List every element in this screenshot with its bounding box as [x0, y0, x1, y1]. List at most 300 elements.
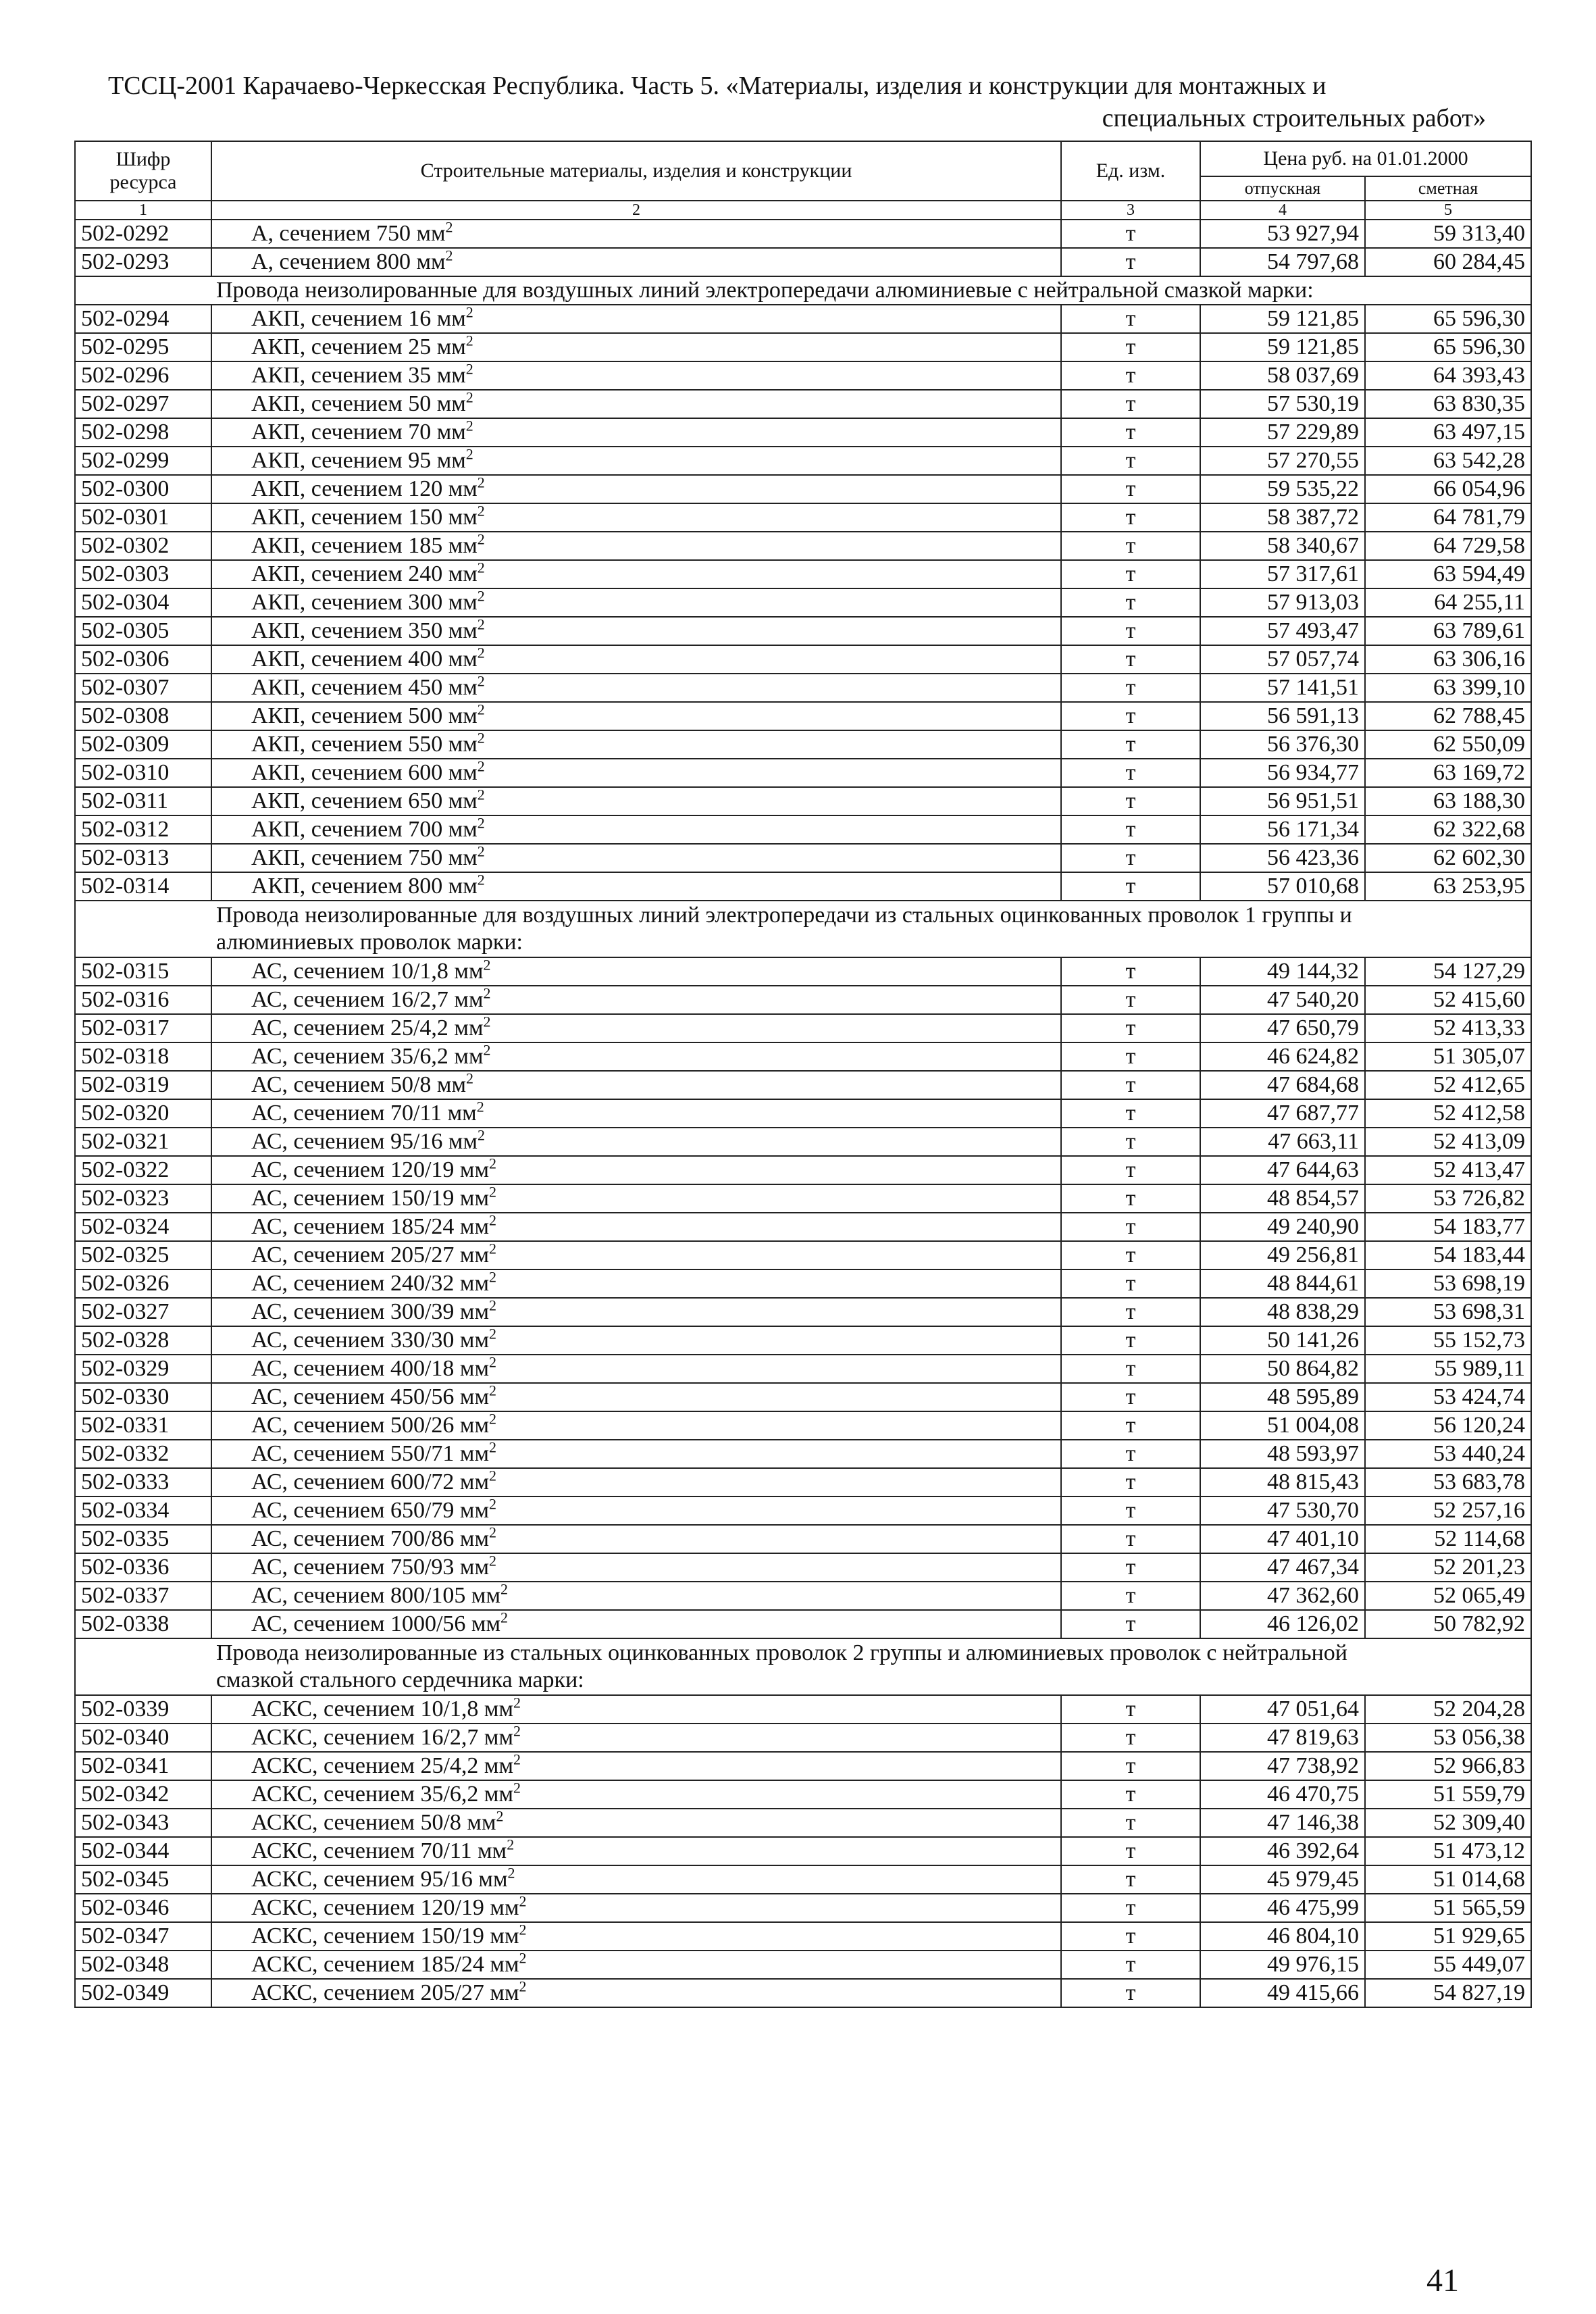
material-name: АС, сечением 70/11 $мм^2$: [211, 1099, 1061, 1128]
table-row: [75, 1014, 1531, 1042]
superscript-2: 2: [445, 248, 453, 264]
material-name: АКП, сечением 240 $мм^2$: [211, 560, 1061, 588]
estimate-price: 51 473,12: [1365, 1837, 1531, 1865]
unit: т: [1061, 1383, 1200, 1411]
unit: т: [1061, 957, 1200, 986]
resource-code: 502-0324: [75, 1213, 211, 1241]
section-heading-line-1: Провода неизолированные для воздушных линий электропередачи из стальных оцинкованных проволок 1 группы и: [216, 903, 1352, 928]
estimate-price: 63 399,10: [1365, 674, 1531, 702]
resource-code: 502-0309: [75, 730, 211, 759]
superscript-2: 2: [513, 1695, 521, 1711]
release-price: 47 819,63: [1200, 1724, 1365, 1752]
unit: т: [1061, 702, 1200, 730]
table-row: [75, 1411, 1531, 1440]
release-price: 57 913,03: [1200, 588, 1365, 617]
superscript-2: 2: [483, 1042, 491, 1059]
superscript-2: 2: [477, 503, 485, 520]
release-price: 56 376,30: [1200, 730, 1365, 759]
material-name: АС, сечением 300/39 $мм^2$: [211, 1298, 1061, 1326]
resource-code: 502-0329: [75, 1355, 211, 1383]
release-price: 59 535,22: [1200, 475, 1365, 503]
table-row: [75, 1525, 1531, 1553]
section-heading-row: [75, 901, 1531, 957]
resource-code: 502-0296: [75, 361, 211, 390]
release-price: 49 240,90: [1200, 1213, 1365, 1241]
release-price: 53 927,94: [1200, 220, 1365, 248]
superscript-2: 2: [513, 1724, 521, 1740]
unit: т: [1061, 1355, 1200, 1383]
section-heading: [75, 901, 1531, 957]
release-price: 56 423,36: [1200, 844, 1365, 872]
section-heading-line-2: смазкой стального сердечника марки:: [216, 1667, 584, 1692]
resource-code: 502-0306: [75, 645, 211, 674]
material-name: АКП, сечением 120 $мм^2$: [211, 475, 1061, 503]
resource-code: 502-0326: [75, 1269, 211, 1298]
estimate-price: 53 726,82: [1365, 1184, 1531, 1213]
table-row: [75, 844, 1531, 872]
resource-code: 502-0322: [75, 1156, 211, 1184]
material-name: АС, сечением 150/19 $мм^2$: [211, 1184, 1061, 1213]
resource-code: 502-0313: [75, 844, 211, 872]
unit: т: [1061, 674, 1200, 702]
unit: т: [1061, 617, 1200, 645]
release-price: 47 467,34: [1200, 1553, 1365, 1582]
release-price: 56 591,13: [1200, 702, 1365, 730]
estimate-price: 55 449,07: [1365, 1951, 1531, 1979]
table-row: [75, 1979, 1531, 2007]
superscript-2: 2: [488, 1440, 496, 1456]
material-name: А, сечением 800 $мм^2$: [211, 248, 1061, 276]
table-row: [75, 1355, 1531, 1383]
resource-code: 502-0327: [75, 1298, 211, 1326]
material-name: АС, сечением 700/86 $мм^2$: [211, 1525, 1061, 1553]
resource-code: 502-0318: [75, 1042, 211, 1071]
superscript-2: 2: [445, 220, 453, 236]
section-heading: Провода неизолированные для воздушных линий электропередачи алюминиевые с нейтральной смазкой марки:: [75, 276, 1531, 305]
resource-code: 502-0337: [75, 1582, 211, 1610]
release-price: 49 415,66: [1200, 1979, 1365, 2007]
estimate-price: 63 830,35: [1365, 390, 1531, 418]
estimate-price: 52 114,68: [1365, 1525, 1531, 1553]
superscript-2: 2: [488, 1383, 496, 1399]
superscript-2: 2: [519, 1922, 527, 1938]
resource-code: 502-0299: [75, 447, 211, 475]
resource-code: 502-0294: [75, 305, 211, 333]
resource-code: 502-0323: [75, 1184, 211, 1213]
superscript-2: 2: [465, 361, 473, 378]
table-row: [75, 1922, 1531, 1951]
superscript-2: 2: [507, 1865, 515, 1882]
table-row: [75, 1468, 1531, 1496]
unit: т: [1061, 305, 1200, 333]
table-row: [75, 702, 1531, 730]
superscript-2: 2: [477, 702, 485, 718]
price-table: [74, 141, 1532, 2008]
estimate-price: 51 014,68: [1365, 1865, 1531, 1894]
material-name: АС, сечением 25/4,2 $мм^2$: [211, 1014, 1061, 1042]
section-heading: [75, 1638, 1531, 1695]
table-row: [75, 1695, 1531, 1724]
resource-code: 502-0298: [75, 418, 211, 447]
table-row: [75, 759, 1531, 787]
unit: т: [1061, 1780, 1200, 1809]
material-name: АС, сечением 10/1,8 $мм^2$: [211, 957, 1061, 986]
material-name: АС, сечением 400/18 $мм^2$: [211, 1355, 1061, 1383]
resource-code: 502-0295: [75, 333, 211, 361]
superscript-2: 2: [477, 844, 485, 860]
table-row: [75, 532, 1531, 560]
superscript-2: 2: [477, 674, 485, 690]
release-price: 46 392,64: [1200, 1837, 1365, 1865]
table-row: [75, 1071, 1531, 1099]
material-name: АСКС, сечением 10/1,8 $мм^2$: [211, 1695, 1061, 1724]
resource-code: 502-0293: [75, 248, 211, 276]
unit: т: [1061, 872, 1200, 901]
material-name: АСКС, сечением 35/6,2 $мм^2$: [211, 1780, 1061, 1809]
material-name: АКП, сечением 700 $мм^2$: [211, 815, 1061, 844]
header-price: Цена руб. на 01.01.2000: [1200, 141, 1531, 176]
estimate-price: 53 698,31: [1365, 1298, 1531, 1326]
release-price: 57 010,68: [1200, 872, 1365, 901]
unit: т: [1061, 1496, 1200, 1525]
material-name: АСКС, сечением 25/4,2 $мм^2$: [211, 1752, 1061, 1780]
unit: т: [1061, 815, 1200, 844]
unit: т: [1061, 1922, 1200, 1951]
material-name: АСКС, сечением 205/27 $мм^2$: [211, 1979, 1061, 2007]
resource-code: 502-0331: [75, 1411, 211, 1440]
estimate-price: 63 169,72: [1365, 759, 1531, 787]
unit: т: [1061, 1269, 1200, 1298]
material-name: АС, сечением 550/71 $мм^2$: [211, 1440, 1061, 1468]
unit: т: [1061, 588, 1200, 617]
estimate-price: 53 424,74: [1365, 1383, 1531, 1411]
release-price: 47 644,63: [1200, 1156, 1365, 1184]
release-price: 48 595,89: [1200, 1383, 1365, 1411]
table-row: [75, 1724, 1531, 1752]
resource-code: 502-0302: [75, 532, 211, 560]
material-name: АКП, сечением 50 $мм^2$: [211, 390, 1061, 418]
resource-code: 502-0305: [75, 617, 211, 645]
material-name: АКП, сечением 800 $мм^2$: [211, 872, 1061, 901]
superscript-2: 2: [477, 872, 485, 888]
resource-code: 502-0343: [75, 1809, 211, 1837]
estimate-price: 64 255,11: [1365, 588, 1531, 617]
material-name: АС, сечением 185/24 $мм^2$: [211, 1213, 1061, 1241]
release-price: 57 229,89: [1200, 418, 1365, 447]
release-price: 47 540,20: [1200, 986, 1365, 1014]
resource-code: 502-0336: [75, 1553, 211, 1582]
resource-code: 502-0334: [75, 1496, 211, 1525]
superscript-2: 2: [477, 645, 485, 661]
release-price: 58 037,69: [1200, 361, 1365, 390]
material-name: АС, сечением 450/56 $мм^2$: [211, 1383, 1061, 1411]
table-row: [75, 986, 1531, 1014]
unit: т: [1061, 844, 1200, 872]
column-number-4: 4: [1200, 201, 1365, 220]
material-name: АКП, сечением 35 $мм^2$: [211, 361, 1061, 390]
release-price: 49 976,15: [1200, 1951, 1365, 1979]
unit: т: [1061, 532, 1200, 560]
material-name: АС, сечением 500/26 $мм^2$: [211, 1411, 1061, 1440]
unit: т: [1061, 986, 1200, 1014]
resource-code: 502-0314: [75, 872, 211, 901]
material-name: АСКС, сечением 120/19 $мм^2$: [211, 1894, 1061, 1922]
unit: т: [1061, 1951, 1200, 1979]
release-price: 45 979,45: [1200, 1865, 1365, 1894]
superscript-2: 2: [465, 1071, 473, 1087]
table-row: [75, 1241, 1531, 1269]
material-name: АС, сечением 800/105 $мм^2$: [211, 1582, 1061, 1610]
estimate-price: 64 393,43: [1365, 361, 1531, 390]
superscript-2: 2: [465, 305, 473, 321]
release-price: 56 951,51: [1200, 787, 1365, 815]
superscript-2: 2: [500, 1582, 508, 1598]
resource-code: 502-0330: [75, 1383, 211, 1411]
release-price: 47 663,11: [1200, 1128, 1365, 1156]
estimate-price: 62 322,68: [1365, 815, 1531, 844]
table-row: [75, 220, 1531, 248]
superscript-2: 2: [519, 1894, 527, 1910]
unit: т: [1061, 787, 1200, 815]
unit: т: [1061, 1298, 1200, 1326]
superscript-2: 2: [488, 1298, 496, 1314]
estimate-price: 65 596,30: [1365, 305, 1531, 333]
table-row: [75, 1269, 1531, 1298]
unit: т: [1061, 1809, 1200, 1837]
release-price: 48 844,61: [1200, 1269, 1365, 1298]
unit: т: [1061, 447, 1200, 475]
table-row: [75, 333, 1531, 361]
resource-code: 502-0333: [75, 1468, 211, 1496]
estimate-price: 53 440,24: [1365, 1440, 1531, 1468]
column-number-5: 5: [1365, 201, 1531, 220]
superscript-2: 2: [519, 1979, 527, 1995]
estimate-price: 55 152,73: [1365, 1326, 1531, 1355]
superscript-2: 2: [477, 787, 485, 803]
price-table-body: [75, 220, 1531, 2007]
resource-code: 502-0297: [75, 390, 211, 418]
release-price: 48 854,57: [1200, 1184, 1365, 1213]
estimate-price: 54 827,19: [1365, 1979, 1531, 2007]
document-title-line-1: ТССЦ-2001 Карачаево-Черкесская Республика. Часть 5. «Материалы, изделия и конструкции для монтажных и: [108, 72, 1327, 100]
superscript-2: 2: [488, 1269, 496, 1286]
superscript-2: 2: [488, 1326, 496, 1342]
unit: т: [1061, 1241, 1200, 1269]
unit: т: [1061, 1553, 1200, 1582]
material-name: АКП, сечением 300 $мм^2$: [211, 588, 1061, 617]
superscript-2: 2: [513, 1752, 521, 1768]
table-row: [75, 1780, 1531, 1809]
table-row: [75, 1809, 1531, 1837]
resource-code: 502-0325: [75, 1241, 211, 1269]
material-name: АСКС, сечением 150/19 $мм^2$: [211, 1922, 1061, 1951]
material-name: АСКС, сечением 70/11 $мм^2$: [211, 1837, 1061, 1865]
table-row: [75, 730, 1531, 759]
page-number: 41: [1426, 2263, 1459, 2298]
table-row: [75, 1383, 1531, 1411]
table-row: [75, 1865, 1531, 1894]
material-name: АСКС, сечением 95/16 $мм^2$: [211, 1865, 1061, 1894]
unit: т: [1061, 503, 1200, 532]
superscript-2: 2: [483, 986, 491, 1002]
unit: т: [1061, 220, 1200, 248]
superscript-2: 2: [477, 560, 485, 576]
section-heading-line-2: алюминиевых проволок марки:: [216, 930, 523, 955]
table-row: [75, 1128, 1531, 1156]
table-row: [75, 475, 1531, 503]
estimate-price: 60 284,45: [1365, 248, 1531, 276]
section-heading-row: [75, 276, 1531, 305]
unit: т: [1061, 1894, 1200, 1922]
resource-code: 502-0292: [75, 220, 211, 248]
table-row: [75, 447, 1531, 475]
estimate-price: 50 782,92: [1365, 1610, 1531, 1638]
estimate-price: 53 056,38: [1365, 1724, 1531, 1752]
header-estimate-price: сметная: [1365, 176, 1531, 201]
table-row: [75, 674, 1531, 702]
unit: т: [1061, 1326, 1200, 1355]
table-row: [75, 390, 1531, 418]
material-name: АКП, сечением 650 $мм^2$: [211, 787, 1061, 815]
material-name: АСКС, сечением 16/2,7 $мм^2$: [211, 1724, 1061, 1752]
estimate-price: 62 602,30: [1365, 844, 1531, 872]
column-number-2: 2: [211, 201, 1061, 220]
estimate-price: 62 550,09: [1365, 730, 1531, 759]
material-name: АС, сечением 50/8 $мм^2$: [211, 1071, 1061, 1099]
unit: т: [1061, 1724, 1200, 1752]
release-price: 47 738,92: [1200, 1752, 1365, 1780]
release-price: 54 797,68: [1200, 248, 1365, 276]
superscript-2: 2: [483, 957, 491, 974]
material-name: АКП, сечением 400 $мм^2$: [211, 645, 1061, 674]
resource-code: 502-0340: [75, 1724, 211, 1752]
superscript-2: 2: [488, 1496, 496, 1513]
resource-code: 502-0317: [75, 1014, 211, 1042]
material-name: АКП, сечением 185 $мм^2$: [211, 532, 1061, 560]
superscript-2: 2: [477, 588, 485, 605]
resource-code: 502-0339: [75, 1695, 211, 1724]
release-price: 47 650,79: [1200, 1014, 1365, 1042]
superscript-2: 2: [477, 1128, 485, 1144]
release-price: 46 804,10: [1200, 1922, 1365, 1951]
resource-code: 502-0341: [75, 1752, 211, 1780]
superscript-2: 2: [465, 333, 473, 349]
release-price: 57 493,47: [1200, 617, 1365, 645]
column-number-1: 1: [75, 201, 211, 220]
table-row: [75, 1213, 1531, 1241]
release-price: 57 270,55: [1200, 447, 1365, 475]
resource-code: 502-0345: [75, 1865, 211, 1894]
unit: т: [1061, 475, 1200, 503]
table-row: [75, 305, 1531, 333]
release-price: 47 362,60: [1200, 1582, 1365, 1610]
resource-code: 502-0335: [75, 1525, 211, 1553]
table-row: [75, 560, 1531, 588]
superscript-2: 2: [513, 1780, 521, 1796]
table-row: [75, 617, 1531, 645]
estimate-price: 52 966,83: [1365, 1752, 1531, 1780]
estimate-price: 66 054,96: [1365, 475, 1531, 503]
material-name: АКП, сечением 150 $мм^2$: [211, 503, 1061, 532]
estimate-price: 53 698,19: [1365, 1269, 1531, 1298]
release-price: 59 121,85: [1200, 333, 1365, 361]
superscript-2: 2: [488, 1184, 496, 1201]
release-price: 48 838,29: [1200, 1298, 1365, 1326]
superscript-2: 2: [507, 1837, 515, 1853]
table-row: [75, 588, 1531, 617]
material-name: АС, сечением 120/19 $мм^2$: [211, 1156, 1061, 1184]
estimate-price: 51 929,65: [1365, 1922, 1531, 1951]
superscript-2: 2: [519, 1951, 527, 1967]
table-row: [75, 1894, 1531, 1922]
estimate-price: 55 989,11: [1365, 1355, 1531, 1383]
document-title-line-2: специальных строительных работ»: [1102, 104, 1486, 132]
material-name: АСКС, сечением 50/8 $мм^2$: [211, 1809, 1061, 1837]
estimate-price: 52 413,33: [1365, 1014, 1531, 1042]
resource-code: 502-0304: [75, 588, 211, 617]
release-price: 57 141,51: [1200, 674, 1365, 702]
release-price: 47 684,68: [1200, 1071, 1365, 1099]
material-name: АКП, сечением 25 $мм^2$: [211, 333, 1061, 361]
unit: т: [1061, 1752, 1200, 1780]
resource-code: 502-0307: [75, 674, 211, 702]
release-price: 46 470,75: [1200, 1780, 1365, 1809]
table-row: [75, 1951, 1531, 1979]
table-row: [75, 418, 1531, 447]
unit: т: [1061, 1468, 1200, 1496]
resource-code: 502-0321: [75, 1128, 211, 1156]
resource-code: 502-0347: [75, 1922, 211, 1951]
resource-code: 502-0308: [75, 702, 211, 730]
estimate-price: 51 565,59: [1365, 1894, 1531, 1922]
unit: т: [1061, 248, 1200, 276]
header-name: Строительные материалы, изделия и конструкции: [211, 141, 1061, 201]
estimate-price: 63 542,28: [1365, 447, 1531, 475]
unit: т: [1061, 1440, 1200, 1468]
table-row: [75, 1582, 1531, 1610]
estimate-price: 51 559,79: [1365, 1780, 1531, 1809]
superscript-2: 2: [465, 418, 473, 434]
resource-code: 502-0328: [75, 1326, 211, 1355]
material-name: АКП, сечением 500 $мм^2$: [211, 702, 1061, 730]
resource-code: 502-0338: [75, 1610, 211, 1638]
estimate-price: 64 781,79: [1365, 503, 1531, 532]
material-name: АС, сечением 650/79 $мм^2$: [211, 1496, 1061, 1525]
resource-code: 502-0342: [75, 1780, 211, 1809]
release-price: 50 141,26: [1200, 1326, 1365, 1355]
superscript-2: 2: [477, 759, 485, 775]
resource-code: 502-0310: [75, 759, 211, 787]
superscript-2: 2: [483, 1014, 491, 1030]
unit: т: [1061, 418, 1200, 447]
superscript-2: 2: [496, 1809, 504, 1825]
table-row: [75, 1496, 1531, 1525]
release-price: 47 687,77: [1200, 1099, 1365, 1128]
material-name: АС, сечением 240/32 $мм^2$: [211, 1269, 1061, 1298]
unit: т: [1061, 730, 1200, 759]
table-row: [75, 815, 1531, 844]
estimate-price: 63 253,95: [1365, 872, 1531, 901]
unit: т: [1061, 759, 1200, 787]
estimate-price: 52 065,49: [1365, 1582, 1531, 1610]
estimate-price: 54 127,29: [1365, 957, 1531, 986]
estimate-price: 63 188,30: [1365, 787, 1531, 815]
header-code: Шифр ресурса: [75, 141, 211, 201]
release-price: 49 256,81: [1200, 1241, 1365, 1269]
resource-code: 502-0349: [75, 1979, 211, 2007]
unit: т: [1061, 1582, 1200, 1610]
material-name: АС, сечением 95/16 $мм^2$: [211, 1128, 1061, 1156]
